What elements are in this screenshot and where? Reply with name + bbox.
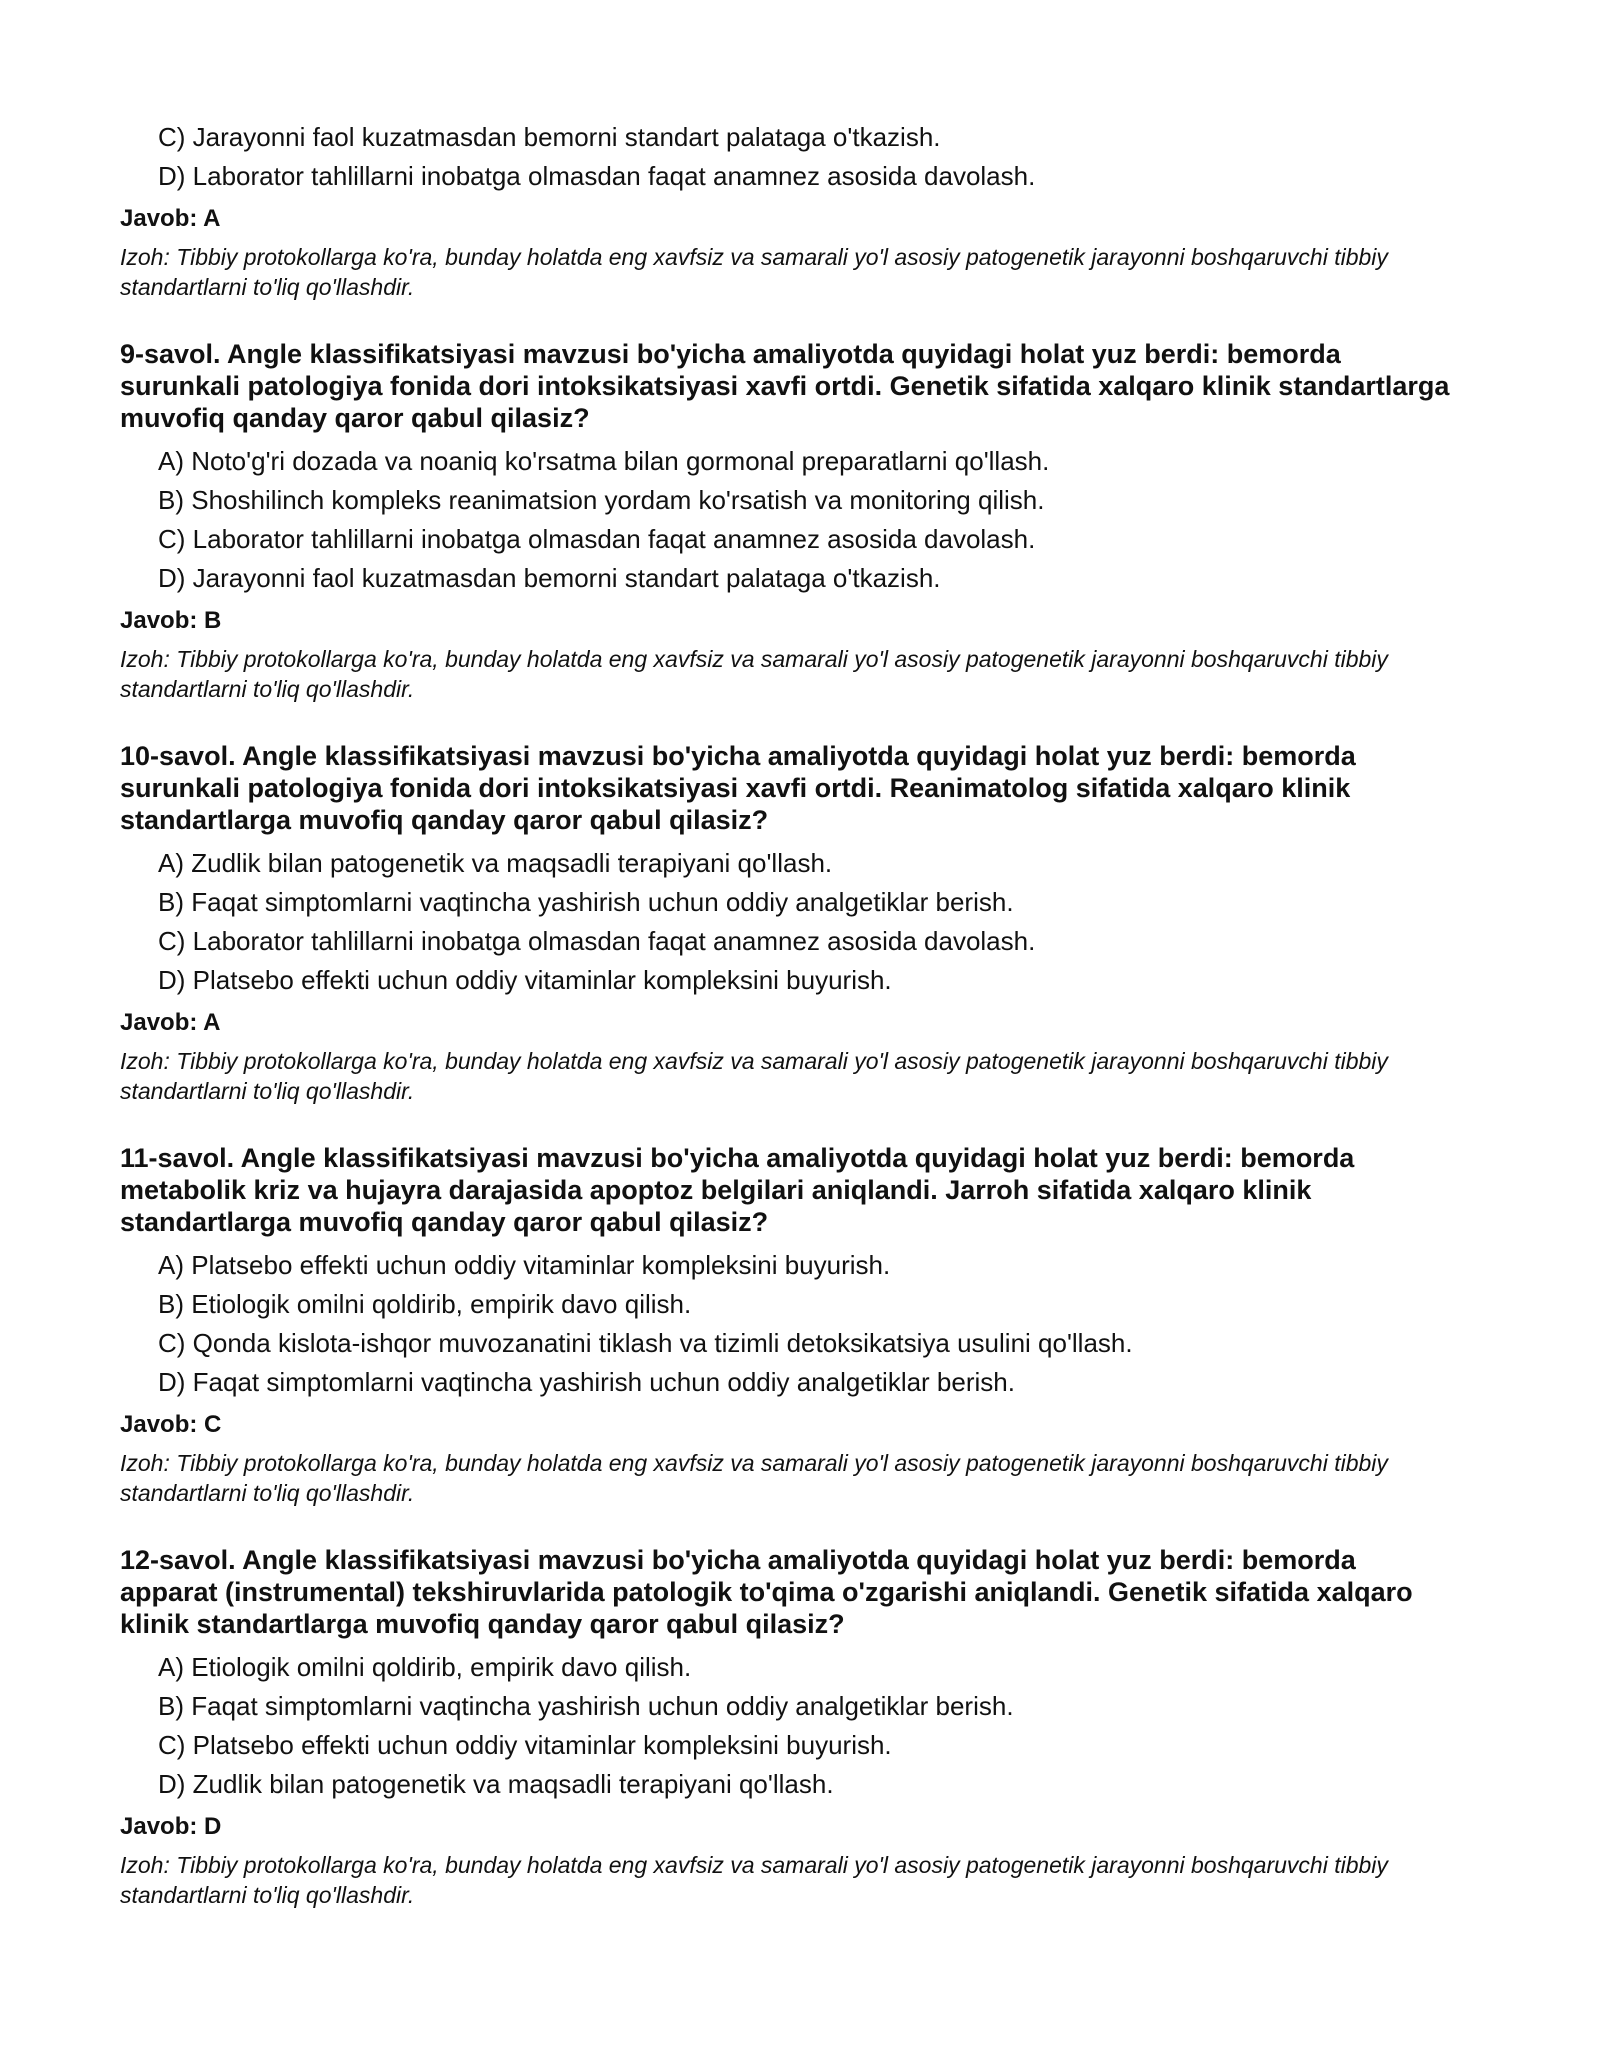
option-b: B) Faqat simptomlarni vaqtincha yashirish uchun oddiy analgetiklar berish. <box>158 1691 1014 1721</box>
option-c: C) Platsebo effekti uchun oddiy vitaminlar kompleksini buyurish. <box>158 1730 892 1760</box>
question-11 <box>120 1142 1460 1508</box>
option-a: A) Noto'g'ri dozada va noaniq ko'rsatma bilan gormonal preparatlarni qo'llash. <box>158 446 1050 476</box>
option-d: D) Zudlik bilan patogenetik va maqsadli terapiyani qo'llash. <box>158 1769 834 1799</box>
document-page <box>120 118 1460 1910</box>
option-d: D) Laborator tahlillarni inobatga olmasdan faqat anamnez asosida davolash. <box>158 161 1036 191</box>
explanation-note: Izoh: Tibbiy protokollarga ko'ra, bunday holatda eng xavfsiz va samarali yo'l asosiy patogenetik jarayonni boshqaruvchi tibbiy standartlarni to'liq qo'llashdir. <box>120 1450 1388 1506</box>
option-c: C) Laborator tahlillarni inobatga olmasdan faqat anamnez asosida davolash. <box>158 524 1036 554</box>
option-a: A) Platsebo effekti uchun oddiy vitaminlar kompleksini buyurish. <box>158 1250 891 1280</box>
option-c: C) Laborator tahlillarni inobatga olmasdan faqat anamnez asosida davolash. <box>158 926 1036 956</box>
question-10 <box>120 740 1460 1106</box>
option-d: D) Jarayonni faol kuzatmasdan bemorni standart palataga o'tkazish. <box>158 563 941 593</box>
option-c: C) Qonda kislota-ishqor muvozanatini tiklash va tizimli detoksikatsiya usulini qo'llash. <box>158 1328 1133 1358</box>
option-b: B) Etiologik omilni qoldirib, empirik davo qilish. <box>158 1289 692 1319</box>
question-12 <box>120 1544 1460 1910</box>
question-text: 10-savol. Angle klassifikatsiyasi mavzusi bo'yicha amaliyotda quyidagi holat yuz berdi: bemorda surunkali patologiya fonida dori intoksikatsiyasi xavfi ortdi. Reanimatolog sifatida xalqaro klinik standartlarga muvofiq qanday qaror qabul qilasiz? <box>120 741 1356 835</box>
explanation-note: Izoh: Tibbiy protokollarga ko'ra, bunday holatda eng xavfsiz va samarali yo'l asosiy patogenetik jarayonni boshqaruvchi tibbiy standartlarni to'liq qo'llashdir. <box>120 1048 1388 1104</box>
option-d: D) Platsebo effekti uchun oddiy vitaminlar kompleksini buyurish. <box>158 965 892 995</box>
answer-line: Javob: A <box>120 205 221 232</box>
option-b: B) Shoshilinch kompleks reanimatsion yordam ko'rsatish va monitoring qilish. <box>158 485 1045 515</box>
answer-line: Javob: A <box>120 1009 221 1036</box>
answer-line: Javob: D <box>120 1813 222 1840</box>
answer-line: Javob: B <box>120 607 222 634</box>
explanation-note: Izoh: Tibbiy protokollarga ko'ra, bunday holatda eng xavfsiz va samarali yo'l asosiy patogenetik jarayonni boshqaruvchi tibbiy standartlarni to'liq qo'llashdir. <box>120 646 1388 702</box>
option-c: C) Jarayonni faol kuzatmasdan bemorni standart palataga o'tkazish. <box>158 122 941 152</box>
answer-line: Javob: C <box>120 1411 222 1438</box>
question-9 <box>120 338 1460 704</box>
option-d: D) Faqat simptomlarni vaqtincha yashirish uchun oddiy analgetiklar berish. <box>158 1367 1015 1397</box>
explanation-note: Izoh: Tibbiy protokollarga ko'ra, bunday holatda eng xavfsiz va samarali yo'l asosiy patogenetik jarayonni boshqaruvchi tibbiy standartlarni to'liq qo'llashdir. <box>120 244 1388 300</box>
option-a: A) Etiologik omilni qoldirib, empirik davo qilish. <box>158 1652 692 1682</box>
carryover-question-block <box>120 118 1460 302</box>
question-text: 12-savol. Angle klassifikatsiyasi mavzusi bo'yicha amaliyotda quyidagi holat yuz berdi: bemorda apparat (instrumental) tekshiruvlarida patologik to'qima o'zgarishi aniqlandi. Genetik sifatida xalqaro klinik standartlarga muvofiq qanday qaror qabul qilasiz? <box>120 1545 1413 1639</box>
question-text: 9-savol. Angle klassifikatsiyasi mavzusi bo'yicha amaliyotda quyidagi holat yuz berdi: bemorda surunkali patologiya fonida dori intoksikatsiyasi xavfi ortdi. Genetik sifatida xalqaro klinik standartlarga muvofiq qanday qaror qabul qilasiz? <box>120 339 1450 433</box>
question-text: 11-savol. Angle klassifikatsiyasi mavzusi bo'yicha amaliyotda quyidagi holat yuz berdi: bemorda metabolik kriz va hujayra darajasida apoptoz belgilari aniqlandi. Jarroh sifatida xalqaro klinik standartlarga muvofiq qanday qaror qabul qilasiz? <box>120 1143 1355 1237</box>
option-b: B) Faqat simptomlarni vaqtincha yashirish uchun oddiy analgetiklar berish. <box>158 887 1014 917</box>
explanation-note: Izoh: Tibbiy protokollarga ko'ra, bunday holatda eng xavfsiz va samarali yo'l asosiy patogenetik jarayonni boshqaruvchi tibbiy standartlarni to'liq qo'llashdir. <box>120 1852 1388 1908</box>
option-a: A) Zudlik bilan patogenetik va maqsadli terapiyani qo'llash. <box>158 848 833 878</box>
